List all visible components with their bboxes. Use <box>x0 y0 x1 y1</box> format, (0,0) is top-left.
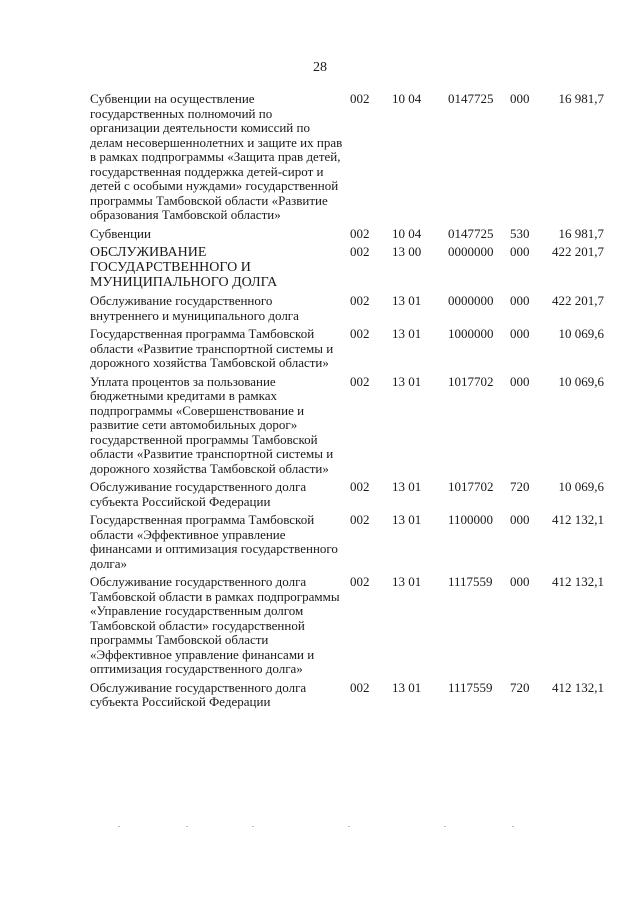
row-ved: 002 <box>350 373 370 389</box>
row-ved: 002 <box>350 574 370 589</box>
row-ved: 002 <box>350 479 370 494</box>
table-row <box>90 92 604 227</box>
row-rzpr: 13 01 <box>392 326 422 341</box>
row-name: Субвенции <box>90 225 151 241</box>
table-row <box>90 227 604 246</box>
row-vr: 000 <box>510 373 530 389</box>
row-sum: 412 132,1 <box>552 679 604 695</box>
table-row <box>90 480 604 513</box>
row-vr: 000 <box>510 244 530 259</box>
row-ved: 002 <box>350 326 370 341</box>
row-name: Обслуживание государственного внутреннего и муниципального долга <box>90 293 299 323</box>
row-sum: 10 069,6 <box>558 479 604 494</box>
row-ved: 002 <box>350 244 370 259</box>
table-row <box>90 327 604 375</box>
row-vr: 530 <box>510 225 530 241</box>
row-sum: 16 981,7 <box>558 225 604 241</box>
row-sum: 422 201,7 <box>552 293 604 308</box>
row-ved: 002 <box>350 225 370 241</box>
row-name: Уплата процентов за пользование бюджетными кредитами в рамках подпрограммы «Совершенствование и развитие сети автомобильных дорог» государственной программы Тамбовской области «Развитие транспортной системы и дорожного хозяйства Тамбовской области» <box>90 373 334 476</box>
row-rzpr: 13 01 <box>392 512 422 527</box>
row-vr: 000 <box>510 293 530 308</box>
scan-speck <box>252 826 254 827</box>
scan-speck <box>186 826 188 827</box>
table-row <box>90 375 604 481</box>
row-sum: 10 069,6 <box>558 373 604 389</box>
row-name: Государственная программа Тамбовской области «Развитие транспортной системы и дорожного хозяйства Тамбовской области» <box>90 326 334 370</box>
row-rzpr: 13 01 <box>392 679 422 695</box>
row-ved: 002 <box>350 679 370 695</box>
row-vr: 000 <box>510 512 530 527</box>
scan-speck <box>348 826 350 827</box>
row-vr: 000 <box>510 91 530 106</box>
row-csr: 1117559 <box>448 574 493 589</box>
row-sum: 16 981,7 <box>558 91 604 106</box>
row-name: Обслуживание государственного долга Тамбовской области в рамках подпрограммы «Управление государственным долгом Тамбовской области» государственной программы Тамбовской области «Эффективное управление финансами и оптимизация государственного долга» <box>90 574 340 676</box>
scan-speck <box>118 826 120 827</box>
row-sum: 412 132,1 <box>552 512 604 527</box>
row-csr: 0147725 <box>448 225 494 241</box>
row-name: Обслуживание государственного долга субъекта Российской Федерации <box>90 679 307 709</box>
row-vr: 720 <box>510 479 530 494</box>
row-sum: 412 132,1 <box>552 574 604 589</box>
row-csr: 0000000 <box>448 244 494 259</box>
row-name: ОБСЛУЖИВАНИЕ ГОСУДАРСТВЕННОГО И МУНИЦИПАЛЬНОГО ДОЛГА <box>90 245 278 290</box>
row-vr: 000 <box>510 574 530 589</box>
row-sum: 10 069,6 <box>558 326 604 341</box>
row-sum: 422 201,7 <box>552 244 604 259</box>
row-ved: 002 <box>350 293 370 308</box>
row-csr: 1017702 <box>448 373 494 389</box>
page-number: 28 <box>313 60 327 75</box>
row-name: Обслуживание государственного долга субъекта Российской Федерации <box>90 479 307 509</box>
row-name: Государственная программа Тамбовской области «Эффективное управление финансами и оптимизация государственного долга» <box>90 512 338 571</box>
table-row <box>90 245 604 294</box>
table-row <box>90 575 604 681</box>
row-rzpr: 10 04 <box>392 91 422 106</box>
row-csr: 0000000 <box>448 293 494 308</box>
row-vr: 000 <box>510 326 530 341</box>
row-rzpr: 13 00 <box>392 244 422 259</box>
row-csr: 1100000 <box>448 512 494 527</box>
row-csr: 1117559 <box>448 679 493 695</box>
row-rzpr: 13 01 <box>392 373 422 389</box>
row-name: Субвенции на осуществление государственных полномочий по организации деятельности комиссий по делам несовершеннолетних и защите их прав в рамках подпрограммы «Защита прав детей, государственная поддержка детей-сирот и детей с особыми нуждами» государственной программы Тамбовской области «Развитие образования Тамбовской области» <box>90 91 343 222</box>
row-rzpr: 13 01 <box>392 293 422 308</box>
row-vr: 720 <box>510 679 530 695</box>
row-rzpr: 13 01 <box>392 479 422 494</box>
scan-speck <box>444 826 446 827</box>
row-csr: 1000000 <box>448 326 494 341</box>
row-csr: 0147725 <box>448 91 494 106</box>
scan-speck <box>512 826 514 827</box>
row-ved: 002 <box>350 91 370 106</box>
row-ved: 002 <box>350 512 370 527</box>
budget-table <box>90 92 604 714</box>
row-rzpr: 10 04 <box>392 225 422 241</box>
table-row <box>90 294 604 327</box>
table-row <box>90 681 604 714</box>
row-csr: 1017702 <box>448 479 494 494</box>
table-row <box>90 513 604 575</box>
row-rzpr: 13 01 <box>392 574 422 589</box>
